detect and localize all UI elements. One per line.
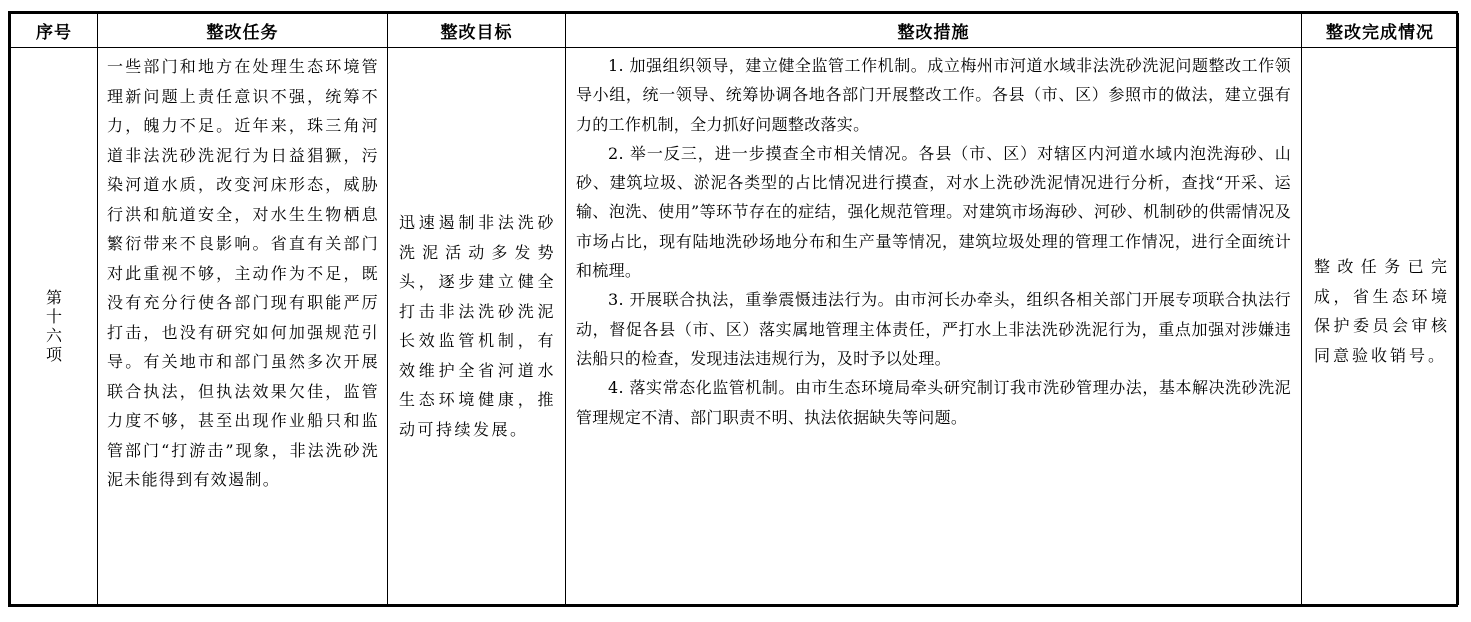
measures-list	[566, 48, 1301, 432]
cell-status	[1302, 48, 1459, 605]
measure-item-4: 4. 落实常态化监管机制。由市生态环境局牵头研究制订我市洗砂管理办法，基本解决洗砂洗泥管理规定不清、部门职责不明、执法依据缺失等问题。	[576, 378, 1291, 427]
cell-no	[11, 48, 98, 605]
measure-item-1: 1. 加强组织领导，建立健全监管工作机制。成立梅州市河道水域非法洗砂洗泥问题整改工作领导小组，统一领导、统筹协调各地各部门开展整改工作。各县（市、区）参照市的做法，建立强有力的工作机制，全力抓好问题整改落实。	[576, 56, 1291, 134]
header-measures: 整改措施	[566, 14, 1302, 48]
task-text: 一些部门和地方在处理生态环境管理新问题上责任意识不强，统筹不力，魄力不足。近年来，珠三角河道非法洗砂洗泥行为日益猖獗，污染河道水质，改变河床形态，威胁行洪和航道安全，对水生生物栖息繁衍带来不良影响。省直有关部门对此重视不够，主动作为不足，既没有充分行使各部门现有职能严厉打击，也没有研究如何加强规范引导。有关地市和部门虽然多次开展联合执法，但执法效果欠佳，监管力度不够，甚至出现作业船只和监管部门“打游击”现象，非法洗砂洗泥未能得到有效遏制。	[107, 57, 379, 489]
header-no: 序号	[11, 14, 98, 48]
rectification-table-sheet	[8, 11, 1458, 607]
measure-item-2: 2. 举一反三，进一步摸查全市相关情况。各县（市、区）对辖区内河道水域内泡洗海砂、山砂、建筑垃圾、淤泥各类型的占比情况进行摸查，对水上洗砂洗泥情况进行分析，查找“开采、运输、泡洗、使用”等环节存在的症结，强化规范管理。对建筑市场海砂、河砂、机制砂的供需情况及市场占比，现有陆地洗砂场地分布和生产量等情况，建筑垃圾处理的管理工作情况，进行全面统计和梳理。	[576, 143, 1291, 281]
header-row	[11, 14, 1459, 48]
cell-task	[98, 48, 388, 605]
rectification-table	[10, 13, 1459, 605]
cell-goal	[388, 48, 566, 605]
measure-item-3: 3. 开展联合执法，重拳震慑违法行为。由市河长办牵头，组织各相关部门开展专项联合执法行动，督促各县（市、区）落实属地管理主体责任，严打水上非法洗砂洗泥行为，重点加强对涉嫌违法船只的检查，发现违法违规行为，及时予以处理。	[576, 290, 1291, 368]
status-text: 整改任务已完成，省生态环境保护委员会审核同意验收销号。	[1314, 257, 1450, 365]
header-task: 整改任务	[98, 14, 388, 48]
table-row	[11, 48, 1459, 605]
cell-measures	[566, 48, 1302, 605]
goal-text: 迅速遏制非法洗砂洗泥活动多发势头，逐步建立健全打击非法洗砂洗泥长效监管机制，有效维护全省河道水生态环境健康，推动可持续发展。	[399, 213, 556, 439]
header-goal: 整改目标	[388, 14, 566, 48]
item-number: 第十六项	[45, 288, 62, 364]
header-status: 整改完成情况	[1302, 14, 1459, 48]
